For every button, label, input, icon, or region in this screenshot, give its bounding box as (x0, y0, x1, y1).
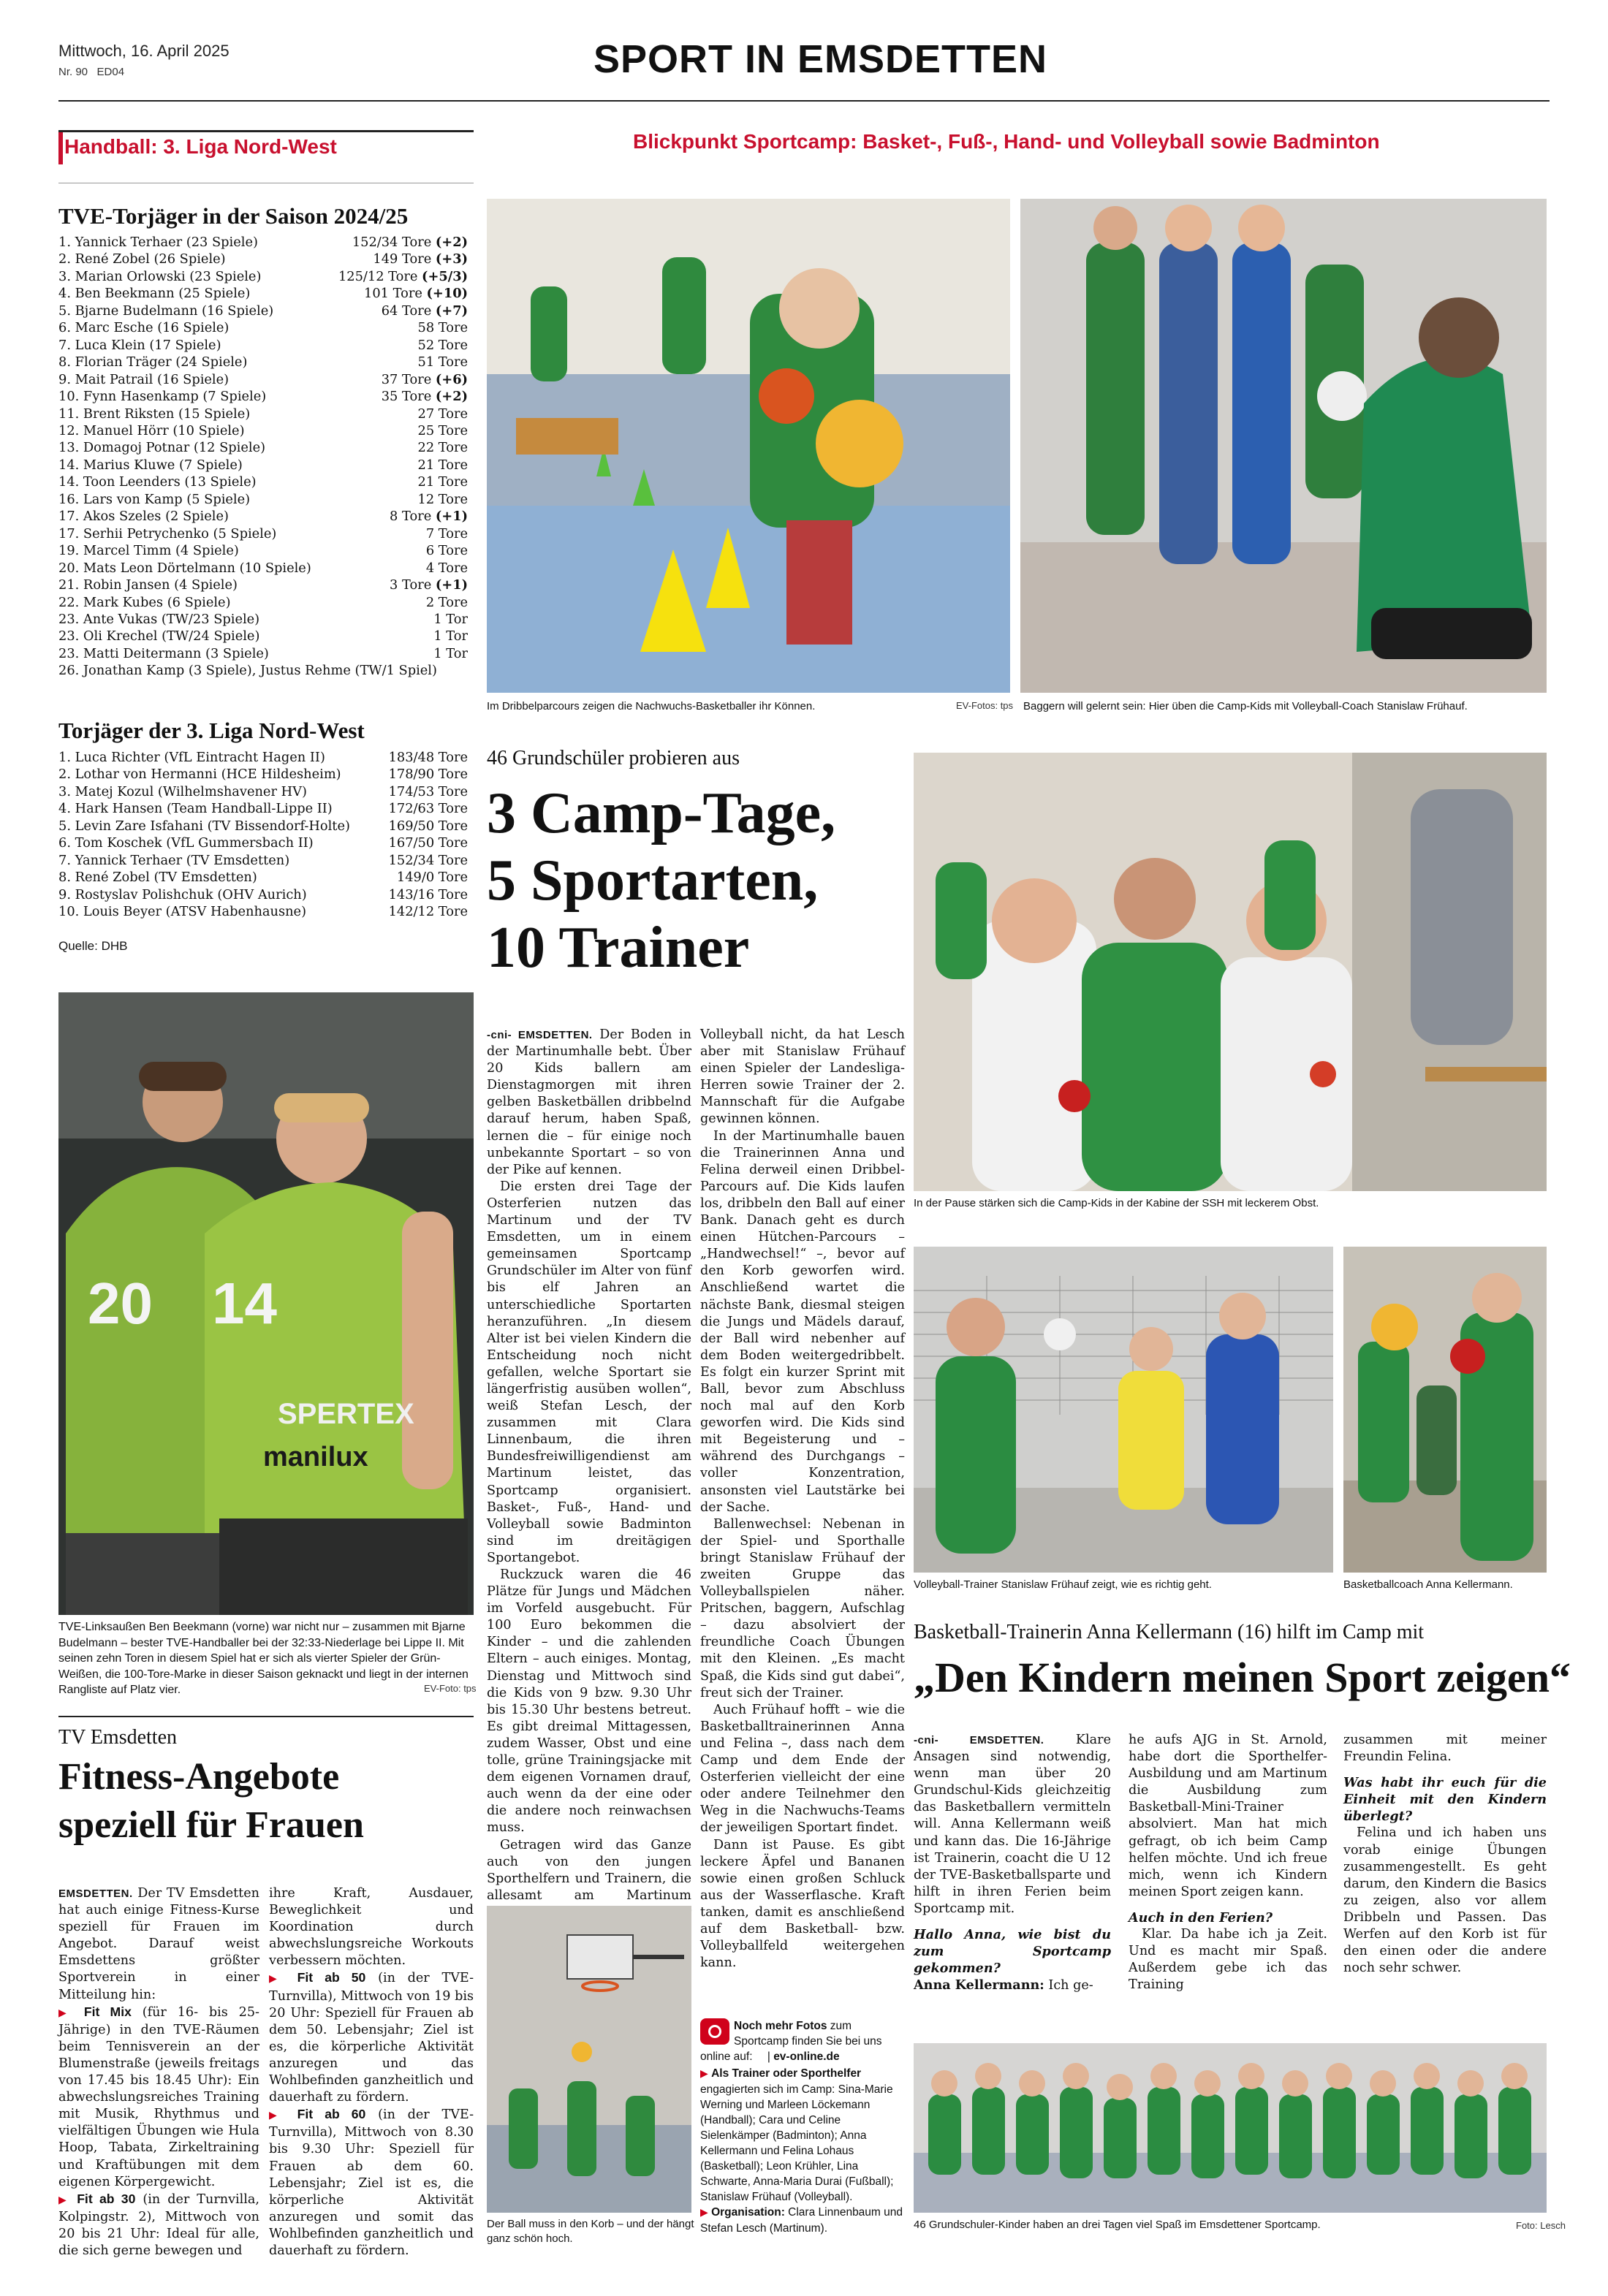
scorer-goals: 149 Tore (373, 251, 432, 267)
volleyball-trainer-illustration (914, 1247, 1333, 1573)
table-row (58, 869, 468, 886)
camp-photo-volleyball (1020, 199, 1547, 693)
scorer-goals: 22 Tore (417, 440, 468, 456)
interview-headline: „Den Kindern meinen Sport zeigen“ (914, 1654, 1571, 1701)
scorer-goals: 4 Tore (425, 560, 468, 576)
info-box: Noch mehr Fotos zum Sportcamp finden Sie bei uns online auf: | ev-online.de ▶ Als Trainer oder Sporthelfer engagierten sich im Camp: Sina-Marie Werning und Marleen Löckemann (Handball); Cara und Celine Sielenkämper (Badminton); Anna Kellermann und Felina Lohaus (Basketball); Leon Krühler, Lina Schwarte, Anna-Maria Durai (Fußball); Stanislaw Frühauf (Volleyball). ▶ Organisation: Clara Linnenbaum und Stefan Lesch (Martinum). (700, 2020, 903, 2235)
caption-pause: In der Pause stärken sich die Camp-Kids in der Kabine der SSH mit leckerem Obst. (914, 1197, 1319, 1209)
jersey-number-20: 20 (88, 1271, 153, 1336)
fitness-headline-2: speziell für Frauen (58, 1804, 364, 1846)
handball-caption: TVE-Linksaußen Ben Beekmann (vorne) war nicht nur – zusammen mit Bjarne Budelmann – bester TVE-Handballer bei der 32:33-Niederlage bei Lippe II. Mit seinen zehn Toren in diesem Spiel hat er sich als vierter Spieler der Grün-Weißen, die 100-Tore-Marke in dieser Saison geknackt und liegt in der internen Rangliste auf Platz vier. (58, 1621, 469, 1696)
coach-illustration (1343, 1247, 1547, 1573)
camp-col-2: Volleyball nicht, da hat Lesch aber mit Stanislaw Frühauf einen Spieler der Landesliga-Herren sowie Trainer der 2. Mannschaft für die Aufgabe gewinnen können. In der Martinumhalle bauen die Trainerinnen Anna und Felina derweil einen Dribbel-Parcours auf. Die Kids laufen los, dribbeln den Ball auf einer Bank. Danach geht es durch einen Hütchen-Parcours – „Handwechsel!“ –, bevor auf den Korb geworfen wird. Anschließend wartet die nächste Bank, diesmal steigen die Jungs und Mädels darauf, der Ball wird nebenher auf dem Boden weitergedribbelt. Es folgt ein kurzer Sprint mit Ball, bevor zum Abschluss noch mal auf den Korb geworfen wird. Die Kids sind mit Begeisterung und – während des Durchgangs – voller Konzentration, ansonsten viel Lautstärke bei der Sache. Ballenwechsel: Nebenan in der Spiel- und Sporthalle bringt Stanislaw Frühauf der zweiten Gruppe das Volleyballspielen näher. Pritschen, baggern, Aufschlag – dazu absolviert der freundliche Coach Übungen mit den Kleinen. „Es macht Spaß, die Kids sind gut dabei“, freut sich der Trainer. Auch Frühauf hofft – wie die Basketballtrainerinnen Anna und Felina –, dass nach dem Camp und dem Ende der Osterferien vielleicht der eine oder andere Teilnehmer den Weg in die Nachwuchs-Teams der jeweiligen Sportart findet. Dann ist Pause. Es gibt leckere Äpfel und Bananen sowie einen großen Schluck aus der Wasserflasche. Kraft tanken, damit es anschließend auf dem Basketball- bzw. Volleyballfeld weitergehen kann. (700, 1027, 905, 1971)
table-row (58, 560, 468, 577)
scorer-goals: 52 Tore (417, 337, 468, 353)
caption-hoop: Der Ball muss in den Korb – und der hängt ganz schön hoch. (487, 2218, 694, 2245)
scorer-name: 16. Lars von Kamp (5 Spiele) (58, 491, 251, 507)
scorer-goals: 167/50 Tore (388, 835, 468, 851)
scorer-goals: 12 Tore (417, 491, 468, 507)
interview-lead: -cni- EMSDETTEN. (914, 1734, 1044, 1746)
fitness-fit50-label: Fit ab 50 (297, 1970, 366, 1985)
table-row (58, 388, 468, 405)
scorer-name: 23. Matti Deitermann (3 Spiele) (58, 645, 269, 661)
scorer-goals: 6 Tore (425, 543, 468, 559)
table-row (58, 371, 468, 388)
fitness-col-1: EMSDETTEN. Der TV Emsdetten hat auch einige Fitness-Kurse speziell für Frauen im Angebot. Darauf weist Emsdettens größter Sportverein in einer Mitteilung hin: ▶ Fit Mix (für 16- bis 25-Jährige) in den TVE-Räumen beim Tennisverein an der Blumenstraße (jeweils freitags von 17.45 bis 18.45 Uhr): Ein abwechslungsreiches Training mit Musik, Rhythmus und vielfältigen Übungen wie Hula Hoop, Tabata, Zirkeltraining und Kraftübungen mit dem eigenen Körpergewicht. ▶ Fit ab 30 (in der Turnvilla, Kolpingstr. 2), Mittwoch von 20 bis 21 Uhr: Ideal für alle, die sich gerne bewegen und (58, 1886, 259, 2258)
table-row (58, 628, 468, 645)
scorer-name: 4. Ben Beekmann (25 Spiele) (58, 286, 251, 302)
fitness-fitmix-label: Fit Mix (83, 2004, 132, 2019)
scorer-delta: (+1) (435, 577, 468, 593)
caption-volleyball: Baggern will gelernt sein: Hier üben die Camp-Kids mit Volleyball-Coach Stanislaw Frühauf. (1023, 700, 1468, 712)
table-row (58, 852, 468, 869)
table-row (58, 268, 468, 285)
fitness-top-rule (58, 1716, 474, 1717)
scorer-goals: 142/12 Tore (388, 904, 468, 920)
left-banner-accent (58, 132, 63, 164)
scorer-goals: 149/0 Tore (396, 870, 468, 886)
scorer-name: 5. Bjarne Budelmann (16 Spiele) (58, 303, 274, 319)
scorer-goals: 152/34 Tore (352, 235, 432, 250)
scorer-name: 3. Marian Orlowski (23 Spiele) (58, 268, 262, 284)
table-row (58, 886, 468, 903)
scorer-goals: 152/34 Tore (388, 852, 468, 868)
scorer-name: 20. Mats Leon Dörtelmann (10 Spiele) (58, 560, 311, 576)
camp-lead: -cni- EMSDETTEN. (487, 1029, 593, 1041)
scorer-goals: 174/53 Tore (388, 783, 468, 799)
scorer-name: 11. Brent Riksten (15 Spiele) (58, 406, 251, 422)
scorer-name: 1. Yannick Terhaer (23 Spiele) (58, 235, 258, 250)
volleyball-illustration (1020, 199, 1547, 693)
table-row (58, 285, 468, 302)
scorer-name: 14. Toon Leenders (13 Spiele) (58, 474, 257, 490)
scorer-delta: (+5/3) (422, 268, 468, 284)
hoop-illustration (487, 1906, 691, 2213)
scorer-name: 8. Florian Träger (24 Spiele) (58, 354, 248, 370)
interview-kicker: Basketball-Trainerin Anna Kellermann (16) hilft im Camp mit (914, 1621, 1425, 1643)
fitness-fit60-label: Fit ab 60 (297, 2107, 366, 2122)
jersey-number-14: 14 (212, 1271, 277, 1336)
scorer-goals: 7 Tore (425, 525, 468, 541)
table-row: 26. Jonathan Kamp (3 Spiele), Justus Rehme (TW/1 Spiel) (58, 663, 437, 679)
liga-table-title: Torjäger der 3. Liga Nord-West (58, 718, 365, 743)
group-illustration (914, 2043, 1547, 2213)
scorer-name: 21. Robin Jansen (4 Spiele) (58, 577, 238, 593)
scorer-goals: 27 Tore (417, 406, 468, 422)
camp-col-1: -cni- EMSDETTEN. Der Boden in der Martinumhalle bebt. Über 20 Kids ballern am Dienstagmorgen mit ihren gelben Basketbällen dribbelnd darauf herum, haben Spaß, lernen die – für einige noch unbekannte Sportart – so von der Pike auf kennen. Die ersten drei Tage der Osterferien nutzen das Martinum und der TV Emsdetten, um in einem gemeinsamen Sportcamp Grundschüler im Alter von fünf bis elf Jahren an unterschiedliche Sportarten heranzuführen. „In diesem Alter ist bei vielen Kindern die Entscheidung noch nicht gefallen, welche Sportart sie längerfristig ausüben wollen“, weiß Stefan Lesch, der zusammen mit Clara Linnenbaum, die ihren Bundesfreiwilligendienst am Martinum leistet, das Sportcamp organisiert. Basket-, Fuß-, Hand- und Volleyball sowie Badminton sind im dreitägigen Sportangebot. Ruckzuck waren die 46 Plätze für Jungs und Mädchen im Vorfeld ausgebucht. Für 100 Euro bekommen die Kinder – und die zahlenden Eltern – auch einiges. Montag, Dienstag und Mittwoch sind die Kids von 9 bzw. 9.30 Uhr bis 15.30 Uhr bestens betreut. Es gibt dreimal Mittagessen, zudem Wasser, Obst und eine tolle, grüne Trainingsjacke mit dem eigenen Vornamen drauf, auch wenn da der eine oder die andere noch reinwachsen muss. Getragen wird das Ganze auch von den jungen Sporthelfern und Trainern, die allesamt am Martinum (487, 1027, 691, 1903)
camp-headline-2: 5 Sportarten, (487, 848, 819, 913)
scorer-goals: 1 Tor (433, 645, 468, 661)
camp-headline-1: 3 Camp-Tage, (487, 781, 836, 845)
table-row (58, 422, 468, 439)
scorer-goals: 51 Tore (417, 354, 468, 370)
interview-question-1: Hallo Anna, wie bist du zum Sportcamp gekommen? (914, 1927, 1111, 1977)
scorer-delta: (+2) (435, 235, 468, 250)
scorer-name: 6. Tom Koschek (VfL Gummersbach II) (58, 835, 314, 851)
camp-photo-dribbling (487, 199, 1010, 693)
caption-dribbling: Im Dribbelparcours zeigen die Nachwuchs-Basketballer ihr Können. (487, 700, 816, 712)
scorer-name: 6. Marc Esche (16 Spiele) (58, 320, 230, 336)
table-row (58, 457, 468, 474)
scorer-goals: 3 Tore (390, 577, 432, 593)
table-row (58, 800, 468, 817)
scorer-name: 19. Marcel Timm (4 Spiele) (58, 543, 239, 559)
jersey-sponsor-2: manilux (263, 1442, 368, 1472)
scorer-goals: 1 Tor (433, 628, 468, 645)
scorer-name: 23. Oli Krechel (TW/24 Spiele) (58, 628, 260, 645)
table-row (58, 818, 468, 835)
online-link[interactable]: ev-online.de (773, 2050, 840, 2063)
scorer-delta: (+1) (435, 509, 468, 525)
scorer-name: 4. Hark Hansen (Team Handball-Lippe II) (58, 801, 333, 817)
camera-icon (700, 2018, 729, 2045)
page-title: SPORT IN EMSDETTEN (593, 37, 1048, 81)
scorer-delta: (+2) (435, 389, 468, 405)
scorer-name: 2. Lothar von Hermanni (HCE Hildesheim) (58, 767, 341, 783)
liga-source: Quelle: DHB (58, 939, 128, 953)
caption-volleyball-trainer: Volleyball-Trainer Stanislaw Frühauf zeigt, wie es richtig geht. (914, 1578, 1212, 1591)
scorer-name: 17. Akos Szeles (2 Spiele) (58, 509, 229, 525)
scorer-goals: 172/63 Tore (388, 801, 468, 817)
table-row (58, 303, 468, 319)
table-row (58, 525, 468, 542)
handball-credit: EV-Foto: tps (424, 1683, 477, 1694)
tve-table-title: TVE-Torjäger in der Saison 2024/25 (58, 203, 409, 229)
scorer-goals: 1 Tor (433, 611, 468, 627)
scorer-name: 7. Luca Klein (17 Spiele) (58, 337, 221, 353)
table-row (58, 354, 468, 370)
scorer-name: 12. Manuel Hörr (10 Spiele) (58, 422, 245, 438)
scorer-goals: 143/16 Tore (388, 886, 468, 902)
scorer-name: 7. Yannick Terhaer (TV Emsdetten) (58, 852, 290, 868)
table-row (58, 577, 468, 593)
scorer-name: 9. Mait Patrail (16 Spiele) (58, 371, 230, 387)
scorer-delta: (+7) (435, 303, 468, 319)
pause-illustration (914, 753, 1547, 1191)
fitness-kicker: TV Emsdetten (58, 1726, 178, 1749)
jersey-sponsor: SPERTEX (278, 1398, 414, 1430)
table-row (58, 542, 468, 559)
table-row (58, 766, 468, 783)
caption-basketball-coach: Basketballcoach Anna Kellermann. (1343, 1578, 1513, 1591)
fitness-col-2: ihre Kraft, Ausdauer, Beweglichkeit und Koordination durch abwechslungsreiche Workouts verbessern möchten. ▶ Fit ab 50 (in der TVE-Turnvilla), Mittwoch von 19 bis 20 Uhr: Speziell für Frauen ab dem 50. Lebensjahr; Ziel ist es, die körperliche Aktivität anzuregen und das Wohlbefinden ganzheitlich und dauerhaft zu fördern. ▶ Fit ab 60 (in der TVE-Turnvilla), Mittwoch von 8.30 bis 9.30 Uhr: Speziell für Frauen ab dem 60. Lebensjahr; Ziel ist es, die körperliche Aktivität anzuregen und somit das Wohlbefinden ganzheitlich und dauerhaft zu fördern. (269, 1886, 474, 2258)
scorer-name: 10. Fynn Hasenkamp (7 Spiele) (58, 389, 267, 405)
interview-col-2: he aufs AJG in St. Arnold, habe dort die Sporthelfer-Ausbildung und am Martinum die Ausbildung zum Basketball-Mini-Trainer absolviert. Man hat mich gefragt, ob ich beim Camp helfen möchte. Und ich freue mich, wenn ich Kindern meinen Sport zeigen kann. Auch in den Ferien? Klar. Da habe ich ja Zeit. Und es macht mir Spaß. Außerdem gebe ich das Training (1129, 1733, 1327, 1993)
table-row (58, 835, 468, 851)
scorer-goals: 169/50 Tore (388, 818, 468, 834)
scorer-delta: (+3) (435, 251, 468, 267)
scorer-goals: 183/48 Tore (388, 750, 468, 765)
masthead-rule (58, 100, 1550, 102)
table-row (58, 319, 468, 336)
interview-question-2: Auch in den Ferien? (1129, 1909, 1273, 1926)
camp-photo-group (914, 2043, 1547, 2213)
left-banner-top-rule (58, 130, 474, 132)
scorer-name: 1. Luca Richter (VfL Eintracht Hagen II) (58, 750, 325, 765)
scorer-name: 10. Louis Beyer (ATSV Habenhausne) (58, 904, 307, 920)
camp-photo-basketball-coach (1343, 1247, 1547, 1573)
scorer-delta: (+6) (435, 371, 468, 387)
scorer-name: 5. Levin Zare Isfahani (TV Bissendorf-Holte) (58, 818, 350, 834)
dribbling-illustration (487, 199, 1010, 693)
scorer-goals: 35 Tore (381, 389, 432, 405)
table-row (58, 749, 468, 766)
scorer-goals: 21 Tore (417, 474, 468, 490)
scorer-name: 22. Mark Kubes (6 Spiele) (58, 594, 231, 610)
scorer-name: 13. Domagoj Potnar (12 Spiele) (58, 440, 266, 456)
table-row (58, 474, 468, 490)
scorer-goals: 21 Tore (417, 457, 468, 473)
scorer-name: 9. Rostyslav Polishchuk (OHV Aurich) (58, 886, 307, 902)
scorer-goals: 101 Tore (364, 286, 422, 302)
camp-headline-3: 10 Trainer (487, 916, 750, 980)
scorer-goals: 58 Tore (417, 320, 468, 336)
scorer-goals: 2 Tore (425, 594, 468, 610)
table-row (58, 439, 468, 456)
table-row (58, 406, 468, 422)
scorer-name: 3. Matej Kozul (Wilhelmshavener HV) (58, 783, 307, 799)
tve-scorers-table (58, 234, 468, 680)
camp-photo-hoop (487, 1906, 691, 2213)
left-banner: Handball: 3. Liga Nord-West (64, 135, 337, 158)
scorer-name: 2. René Zobel (26 Spiele) (58, 251, 226, 267)
table-row (58, 611, 468, 628)
masthead-date: Mittwoch, 16. April 2025 (58, 42, 230, 60)
table-row (58, 783, 468, 800)
table-row (58, 645, 468, 662)
scorer-name: 23. Ante Vukas (TW/23 Spiele) (58, 611, 260, 627)
scorer-delta: (+10) (426, 286, 468, 302)
fitness-headline-1: Fitness-Angebote (58, 1756, 340, 1798)
masthead-issue: Nr. 90 ED04 (58, 66, 125, 78)
table-row (58, 903, 468, 920)
scorer-name: 14. Marius Kluwe (7 Spiele) (58, 457, 243, 473)
scorer-goals: 8 Tore (390, 509, 432, 525)
table-row (58, 491, 468, 508)
handball-photo (58, 992, 474, 1615)
fitness-lead: EMSDETTEN. (58, 1888, 133, 1900)
table-row (58, 508, 468, 525)
scorer-goals: 25 Tore (417, 422, 468, 438)
credit-dribbling: EV-Fotos: tps (956, 700, 1014, 711)
table-row (58, 594, 468, 611)
camp-photo-volleyball-trainer (914, 1247, 1333, 1573)
scorer-goals: 37 Tore (381, 371, 432, 387)
table-row (58, 251, 468, 267)
scorer-goals: 125/12 Tore (338, 268, 418, 284)
scorer-goals: 178/90 Tore (388, 767, 468, 783)
camp-photo-pause (914, 753, 1547, 1191)
camp-kicker: 46 Grundschüler probieren aus (487, 747, 740, 769)
table-row (58, 234, 468, 251)
scorer-name: 8. René Zobel (TV Emsdetten) (58, 870, 257, 886)
scorer-name: 17. Serhii Petrychenko (5 Spiele) (58, 525, 277, 541)
fitness-fit30-label: Fit ab 30 (77, 2191, 136, 2206)
liga-scorers-table (58, 749, 468, 921)
interview-col-3: zusammen mit meiner Freundin Felina. Was habt ihr euch für die Einheit mit den Kindern überlegt? Felina und ich haben uns vorab einige Übungen zusammengestellt. Es geht darum, den Kindern die Basics zu zeigen, also vor allem Dribbeln und Passen. Das Werfen auf den Korb ist für den einen oder die andere noch sehr schwer. (1343, 1733, 1547, 1976)
interview-question-3: Was habt ihr euch für die Einheit mit den Kindern überlegt? (1343, 1775, 1547, 1825)
interview-col-1: -cni- EMSDETTEN. Klare Ansagen sind notwendig, wenn man über 20 Grundschul-Kids gleichzeitig das Basketballern vermitteln will. Anna Kellermann weiß und kann das. Die 16-Jährige ist Trainerin, coacht die U 12 der TVE-Basketballsparte und hilft in ihren Ferien beim Sportcamp mit. Hallo Anna, wie bist du zum Sportcamp gekommen? Anna Kellermann: Ich ge- (914, 1733, 1111, 1993)
caption-group: 46 Grundschuler-Kinder haben an drei Tagen viel Spaß im Emsdettener Sportcamp. (914, 2219, 1321, 2231)
right-banner: Blickpunkt Sportcamp: Basket-, Fuß-, Hand- und Volleyball sowie Badminton (633, 130, 1380, 153)
table-row (58, 337, 468, 354)
credit-group: Foto: Lesch (1516, 2220, 1566, 2231)
scorer-goals: 64 Tore (381, 303, 432, 319)
